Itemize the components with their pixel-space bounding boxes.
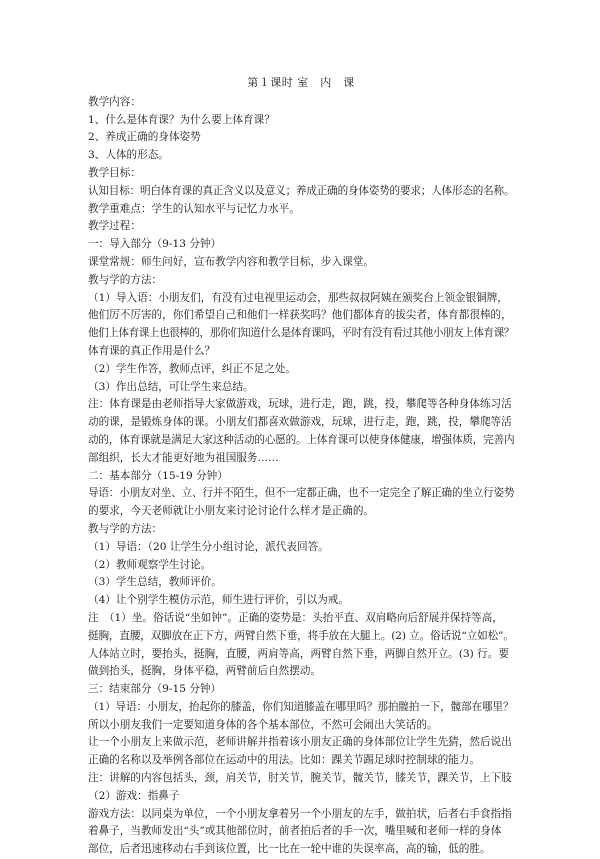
text-line: 2、养成正确的身体姿势 [88, 131, 201, 144]
text-line: 体育课的真正作用是什么？ [88, 344, 216, 357]
text-line: （1）导语：（20 让学生分小组讨论，派代表回答。 [88, 540, 329, 553]
text-line: 游戏方法：以同桌为单位，一个小朋友拿着另一个小朋友的左手，做拍状，后者右手食指指 [88, 807, 512, 820]
text-line: 他们上体育课上也很棒的，那你们知道什么是体育课吗，平时有没有看过其他小朋友上体育课？ [88, 327, 514, 340]
text-line: 教学内容： [88, 95, 141, 108]
text-line: 认知目标：明白体育课的真正含义以及意义；养成正确的身体姿势的要求；人体形态的名称。 [88, 184, 515, 197]
text-line: 动的课，是锻炼身体的课。小朋友们都喜欢做游戏，玩球，进行走，跑，跳，投，攀爬等活 [88, 416, 512, 429]
text-line: 注：讲解的内容包括头，颈，肩关节，肘关节，腕关节，髋关节，膝关节，踝关节，上下肢 [88, 772, 512, 785]
text-line: 正确的名称以及举例各部位在运动中的用法。比如：踝关节踢足球时控制球的能力。 [88, 754, 480, 767]
text-line: 让一个小朋友上来做示范，老师讲解并指着该小朋友正确的身体部位让学生先猜，然后说出 [88, 736, 512, 749]
text-line: 3、人体的形态。 [88, 149, 169, 162]
text-line: （2）教师观察学生讨论。 [88, 558, 212, 571]
lesson-title: 第１课时 室 内 课 [247, 76, 355, 89]
text-line: 1、什么是体育课？为什么要上体育课？ [88, 113, 275, 126]
lesson-body [88, 94, 514, 859]
text-line: 部组织，长大才能更好地为祖国服务…… [88, 451, 279, 464]
text-line: （2）学生作答，教师点评，纠正不足之处。 [88, 362, 297, 375]
text-line: 人体站立时，要抬头，挺胸，直腰，两肩等高，两臂自然下垂，两脚自然开立。(3) 行。要 [88, 647, 509, 660]
text-line: 三：结束部分（9-15 分钟） [88, 683, 222, 696]
text-line: 挺胸，直腰，双脚放在正下方，两臂自然下垂，将手放在大腿上。(2) 立。俗话说“立如松”。 [88, 629, 514, 642]
text-line: （1）导语：小朋友，抬起你的膝盖，你们知道膝盖在哪里吗？那拍髋拍一下，髋部在哪里？ [88, 700, 514, 713]
text-line: 他们厉不厉害的，你们希望自己和他们一样获奖吗？他们都体育的拔尖者，体育都很棒的， [88, 309, 512, 322]
text-line: （1）导入语：小朋友们，有没有过电视里运动会，那些叔叔阿姨在颁奖台上领金银铜牌， [88, 291, 508, 304]
text-line: 教与学的方法： [88, 273, 163, 286]
text-line: 课堂常规：师生问好，宣布教学内容和教学目标，步入课堂。 [88, 255, 375, 268]
text-line: （2）游戏：指鼻子 [88, 789, 180, 802]
text-line: （3）学生总结，教师评价。 [88, 576, 222, 589]
text-line: 教学重难点：学生的认知水平与记忆力水平。 [88, 202, 300, 215]
text-line: 一：导入部分（9-13 分钟） [88, 238, 222, 251]
text-line: （3）作出总结，可让学生来总结。 [88, 380, 254, 393]
text-line: 教学过程： [88, 220, 141, 233]
text-line: 教学目标： [88, 166, 141, 179]
text-line: 部位，后者迅速移动右手到该位置，比一比在一轮中谁的失误率高，高的输，低的胜。 [88, 843, 491, 856]
text-line: 的要求，今天老师就让小朋友来讨论讨论什么样才是正确的。 [88, 505, 375, 518]
text-line: 二：基本部分（15-19 分钟） [88, 469, 228, 482]
text-line: 所以小朋友我们一定要知道身体的各个基本部位，不然可会闹出大笑话的。 [88, 718, 438, 731]
text-line: 注：体育课是由老师指导大家做游戏，玩球，进行走，跑，跳，投，攀爬等各种身体练习活 [88, 398, 512, 411]
text-line: 动的，体育课就是满足大家这种活动的心愿的。上体育课可以使身体健康，增强体质，完善内 [88, 433, 515, 446]
text-line: 做到抬头，挺胸，身体平稳，两臂前后自然摆动。 [88, 665, 322, 678]
text-line: （4）让个别学生模仿示范，师生进行评价，引以为戒。 [88, 594, 349, 607]
text-line: 教与学的方法： [88, 522, 163, 535]
text-line: 着鼻子，当教师发出“头”或其他部位时，前者拍后者的手一次，嘴里喊和老师一样的身体 [88, 825, 502, 838]
text-line: 导语：小朋友对坐、立、行并不陌生，但不一定都正确，也不一定完全了解正确的坐立行姿势 [88, 487, 515, 500]
text-line: 注 （1）坐。俗话说“坐如钟”。正确的姿势是：头抬平直、双肩略向后舒展并保持等高， [88, 611, 503, 624]
